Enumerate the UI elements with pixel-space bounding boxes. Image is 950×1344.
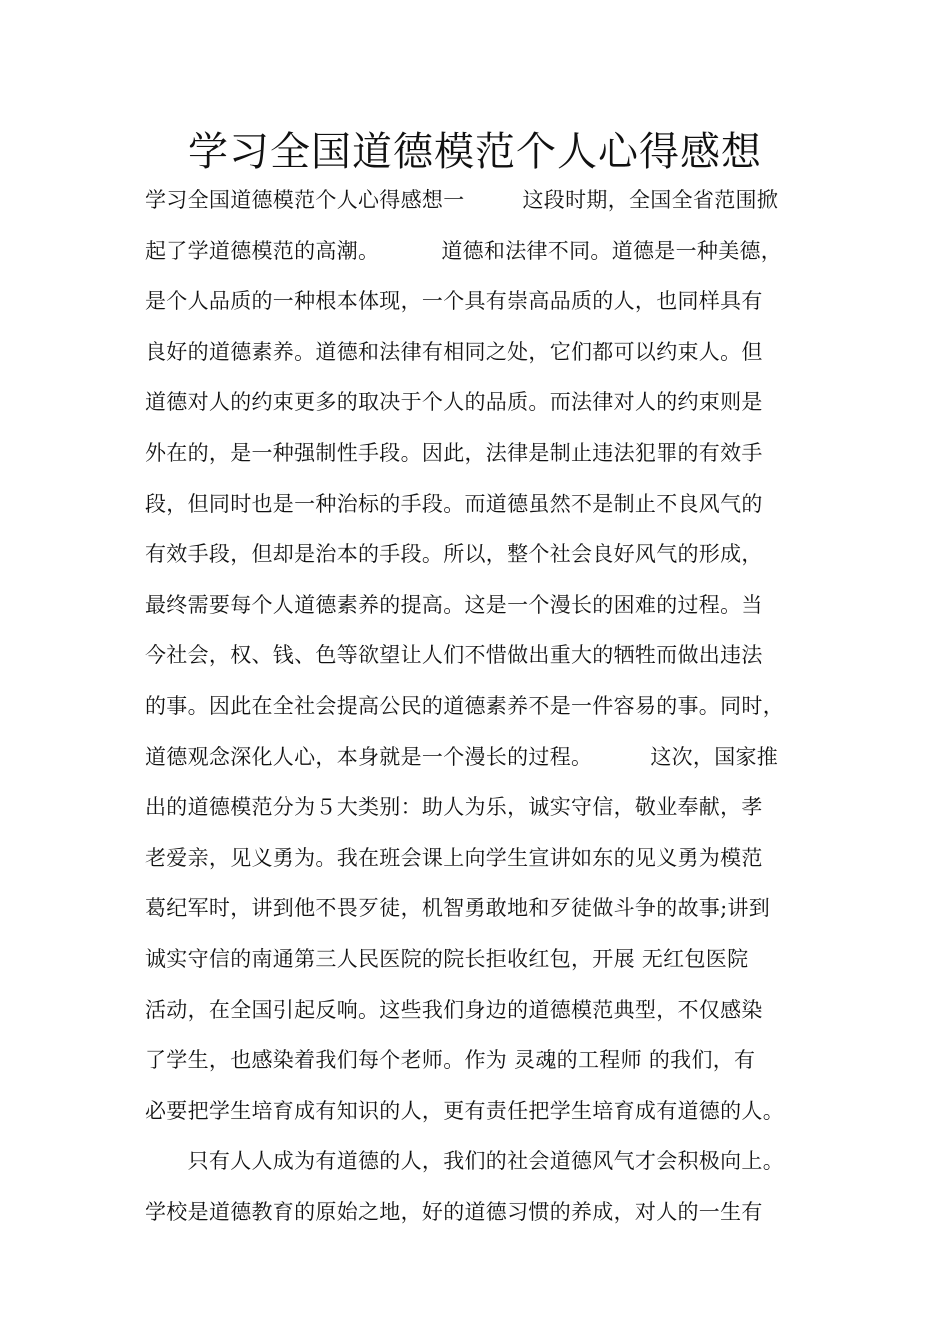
line-text: 学习全国道德模范个人心得感想一	[145, 188, 465, 212]
line-text: 诚实守信的南通第三人民医院的院长拒收红包，开展 无红包医院	[145, 946, 749, 971]
line-text: 是个人品质的一种根本体现，一个具有崇高品质的人，也同样具有	[145, 289, 763, 314]
body-line	[145, 180, 835, 231]
body-line	[145, 281, 835, 332]
line-text: 起了学道德模范的高潮。	[145, 238, 380, 263]
line-text: 葛纪军时，讲到他不畏歹徒，机智勇敢地和歹徒做斗争的故事;讲到	[145, 896, 771, 921]
line-text: 老爱亲，见义勇为。我在班会课上向学生宣讲如东的见义勇为模范	[145, 845, 763, 870]
line-text: 良好的道德素养。道德和法律有相同之处，它们都可以约束人。但	[145, 339, 763, 364]
line-text: 今社会，权、钱、色等欲望让人们不惜做出重大的牺牲而做出违法	[145, 643, 763, 668]
line-text: 活动，在全国引起反响。这些我们身边的道德模范典型，不仅感染	[145, 997, 763, 1022]
line-text: 有效手段，但却是治本的手段。所以，整个社会良好风气的形成，	[145, 542, 763, 567]
line-text: 必要把学生培育成有知识的人，更有责任把学生培育成有道德的人。	[145, 1098, 784, 1123]
body-line	[145, 737, 835, 788]
line-text: 只有人人成为有道德的人，我们的社会道德风气才会积极向上。	[145, 1149, 784, 1174]
body-line	[145, 838, 835, 889]
line-text: 了学生，也感染着我们每个老师。作为 灵魂的工程师 的我们，有	[145, 1048, 756, 1073]
body-line	[145, 787, 835, 838]
line-text: 出的道德模范分为５大类别：助人为乐，诚实守信，敬业奉献，孝	[145, 795, 763, 820]
line-text: 学校是道德教育的原始之地，好的道德习惯的养成，对人的一生有	[145, 1199, 763, 1224]
body-line	[145, 1192, 835, 1243]
document-title: 学习全国道德模范个人心得感想	[188, 129, 762, 175]
line-text: 道德对人的约束更多的取决于个人的品质。而法律对人的约束则是	[145, 390, 763, 415]
line-text: 道德观念深化人心，本身就是一个漫长的过程。	[145, 744, 593, 769]
body-line	[145, 1141, 835, 1192]
line-text: 最终需要每个人道德素养的提高。这是一个漫长的困难的过程。当	[145, 592, 763, 617]
line-text: 这次，国家推	[650, 744, 779, 769]
line-text: 外在的，是一种强制性手段。因此，法律是制止违法犯罪的有效手	[145, 440, 763, 465]
body-line	[145, 534, 835, 585]
body-line	[145, 585, 835, 636]
body-line	[145, 484, 835, 535]
line-text: 道德和法律不同。道德是一种美德，	[441, 238, 783, 263]
body-line	[145, 939, 835, 990]
body-line	[145, 433, 835, 484]
body-line	[145, 686, 835, 737]
body-line	[145, 332, 835, 383]
body-line	[145, 231, 835, 282]
body-line	[145, 990, 835, 1041]
body-line	[145, 1091, 835, 1142]
body-line	[145, 888, 835, 939]
body-line	[145, 1040, 835, 1091]
line-text: 的事。因此在全社会提高公民的道德素养不是一件容易的事。同时，	[145, 693, 784, 718]
line-text: 段，但同时也是一种治标的手段。而道德虽然不是制止不良风气的	[145, 491, 763, 516]
line-text: 这段时期，全国全省范围掀	[522, 188, 779, 212]
document-body	[145, 180, 835, 1242]
body-line	[145, 382, 835, 433]
body-line	[145, 635, 835, 686]
